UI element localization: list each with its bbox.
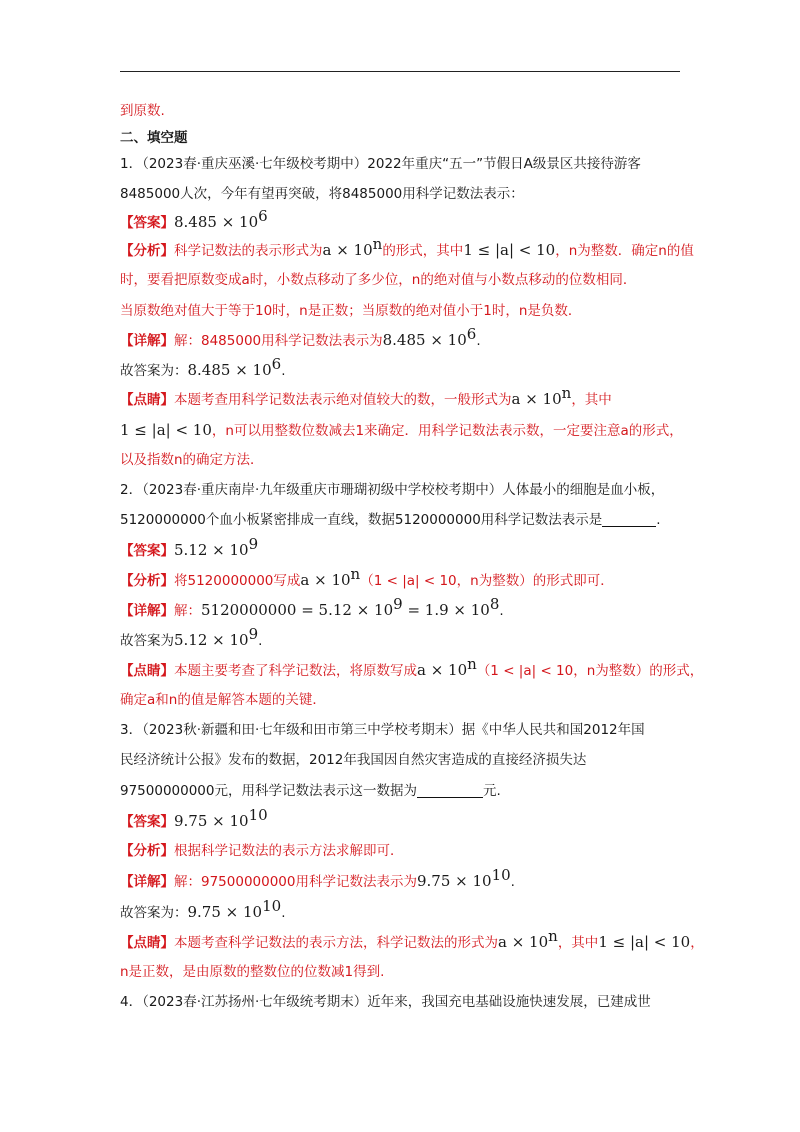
q1-comment-line3: 以及指数n的确定方法． <box>120 452 264 468</box>
q1-detail: 【详解】解：8485000用科学记数法表示为$8.485 \times 10^6$. <box>120 325 481 349</box>
q4-stem-line1: 4．（2023春·江苏扬州·七年级统考期末）近年来，我国充电基础设施快速发展，已建成世 <box>120 994 651 1010</box>
q3-detail: 【详解】解：97500000000用科学记数法表示为$9.75 \times 10^{10}$. <box>120 866 515 890</box>
q3-stem-line3: 97500000000元，用科学记数法表示这一数据为 元. <box>120 783 501 799</box>
q1-comment-line2: 1 ≤ |a| < 10，n可以用整数位数减去1来确定．用科学记数法表示数，一定要注意a的形式， <box>120 421 683 439</box>
q2-answer: 【答案】$5.12 \times 10^9$ <box>120 535 259 559</box>
q1-stem-line1: 1．（2023春·重庆巫溪·七年级校考期中）2022年重庆“五一”节假日A级景区共接待游客 <box>120 156 641 172</box>
q3-stem-line1: 3．（2023秋·新疆和田·七年级和田市第三中学校考期末）据《中华人民共和国2012年国 <box>120 722 645 738</box>
continuation-text: 到原数. <box>120 103 165 119</box>
answer-tag: 【答案】 <box>120 215 174 231</box>
q3-final: 故答案为：$9.75 \times 10^{10}$. <box>120 897 286 921</box>
q1-final: 故答案为：$8.485 \times 10^6$. <box>120 355 286 379</box>
q1-stem-line2: 8485000人次，今年有望再突破，将8485000用科学记数法表示： <box>120 186 524 202</box>
q1-analysis-line1: 【分析】科学记数法的表示形式为$a \times 10^n$的形式，其中1 ≤ |a| < 10，n为整数．确定n的值 <box>120 235 694 259</box>
q3-stem-line2: 民经济统计公报》发布的数据，2012年我国因自然灾害造成的直接经济损失达 <box>120 752 587 768</box>
q2-detail: 【详解】解：$5120000000 = 5.12 \times 10^9 = 1.9 \times 10^8$. <box>120 595 504 619</box>
q2-final: 故答案为$5.12 \times 10^9$. <box>120 625 263 649</box>
q3-answer: 【答案】$9.75 \times 10^{10}$ <box>120 806 268 830</box>
q1-analysis-line3: 当原数绝对值大于等于10时，n是正数；当原数的绝对值小于1时，n是负数． <box>120 303 582 319</box>
q1-answer: 【答案】$8.485 \times 10^6$ <box>120 207 268 231</box>
q2-stem-line1: 2．（2023春·重庆南岸·九年级重庆市珊瑚初级中学校校考期中）人体最小的细胞是血小板， <box>120 482 665 498</box>
header-rule <box>120 71 680 72</box>
section-title: 二、填空题 <box>120 130 188 146</box>
q3-analysis: 【分析】根据科学记数法的表示方法求解即可． <box>120 843 404 859</box>
q2-stem-line2: 5120000000个血小板紧密排成一直线，数据5120000000用科学记数法表示是 . <box>120 512 661 528</box>
answer-blank <box>602 512 656 527</box>
q2-analysis: 【分析】将5120000000写成$a \times 10^n(1 < |a| < 10$，n为整数）的形式即可． <box>120 565 614 589</box>
answer-blank <box>417 783 483 798</box>
q2-comment-line2: 确定a和n的值是解答本题的关键． <box>120 692 326 708</box>
q3-comment-line1: 【点睛】本题考查科学记数法的表示方法，科学记数法的形式为$a \times 10^n$，其中1 ≤ |a| < 10， <box>120 927 704 951</box>
q3-comment-line2: n是正数，是由原数的整数位的位数减1得到. <box>120 964 385 980</box>
q2-comment-line1: 【点睛】本题主要考查了科学记数法，将原数写成$a \times 10^n(1 < |a| < 10$，n为整数）的形式， <box>120 655 704 679</box>
q1-comment-line1: 【点睛】本题考查用科学记数法表示绝对值较大的数，一般形式为$a \times 10^n$，其中 <box>120 384 612 408</box>
q1-analysis-line2: 时，要看把原数变成a时，小数点移动了多少位，n的绝对值与小数点移动的位数相同． <box>120 272 637 288</box>
